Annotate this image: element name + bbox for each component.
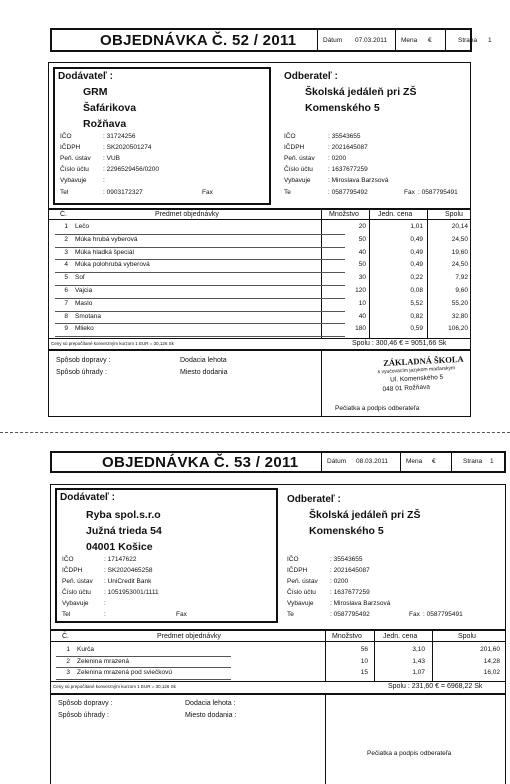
supplier-field-value: : 0903172327 (103, 189, 143, 196)
customer-field-value: : 1637677259 (328, 166, 368, 173)
customer-field-value: : 2021645087 (328, 144, 368, 151)
supplier-field-value: : UniCredit Bank (104, 578, 152, 585)
row-qty: 10 (360, 657, 368, 665)
row-no: 4 (64, 261, 68, 269)
order-title: OBJEDNÁVKA Č. 52 / 2011 (100, 32, 297, 49)
supplier-name: Ryba spol.s.r.o (86, 509, 161, 521)
payment-label: Spôsob úhrady : (58, 712, 109, 719)
row-item: Zelenina mrazená pod sviečkovú (77, 669, 173, 676)
row-no: 2 (64, 235, 68, 243)
supplier-field-value: : (103, 177, 105, 184)
customer-field-label: IČO (284, 133, 296, 140)
row-qty: 180 (355, 325, 366, 333)
customer-street: Komenského 5 (309, 525, 384, 537)
supplier-field-label: Vybavuje (62, 600, 89, 607)
row-price: 5,52 (410, 299, 423, 307)
row-price: 0,49 (410, 248, 423, 256)
row-qty: 50 (358, 235, 366, 243)
row-qty: 120 (355, 287, 366, 294)
supplier-heading: Dodávateľ : (60, 492, 115, 503)
customer-field-value: : 35543655 (330, 556, 363, 563)
row-item: Mlieko (75, 325, 94, 333)
row-price: 0,22 (410, 274, 423, 282)
customer-field-value: : 0587795492 (330, 611, 370, 618)
supplier-field-value: : 1051953001/1111 (104, 589, 159, 596)
customer-field-label: Te (287, 611, 294, 618)
customer-street: Komenského 5 (305, 102, 380, 114)
supplier-field-value: : (104, 611, 106, 618)
row-no: 7 (64, 299, 68, 307)
row-qty: 56 (360, 646, 368, 653)
table-row (55, 285, 345, 286)
row-no: 1 (66, 646, 70, 653)
supplier-field-value: : VUB (103, 155, 120, 162)
supplier-name: GRM (83, 86, 108, 98)
customer-name: Školská jedáleň pri ZŠ (305, 86, 417, 98)
row-item: Zelenina mrazená (77, 657, 130, 665)
supplier-street: Šafárikova (83, 102, 137, 114)
row-no: 5 (64, 274, 68, 282)
customer-field-label: IČDPH (284, 144, 305, 151)
row-no: 3 (64, 248, 68, 256)
page-label: Strana (463, 458, 483, 465)
page-label: Strana (458, 37, 478, 44)
row-price: 1,07 (412, 669, 425, 676)
customer-name: Školská jedáleň pri ZŠ (309, 509, 421, 521)
supplier-field-label: Číslo účtu (60, 166, 89, 173)
customer-field-value: : 2021645087 (330, 567, 370, 574)
row-no: 6 (64, 287, 68, 294)
customer-field-label: Číslo účtu (284, 166, 313, 173)
row-price: 0,82 (410, 312, 423, 320)
table-row (56, 667, 231, 668)
row-qty: 40 (358, 248, 366, 256)
transport-value: Dodacia lehota (180, 357, 227, 364)
signature-caption: Pečiatka a podpis odberateľa (367, 750, 452, 757)
supplier-city: 04001 Košice (86, 541, 153, 553)
table-row (55, 234, 345, 235)
table-row (56, 656, 231, 657)
row-total: 201,60 (480, 646, 500, 653)
currency-value: € (428, 37, 432, 44)
row-total: 55,20 (451, 299, 468, 307)
table-row (55, 298, 345, 299)
date-label: Dátum (323, 37, 343, 44)
row-item: Smotana (75, 312, 102, 320)
transport-label: Spôsob dopravy : (56, 357, 111, 364)
row-item: Múka polohrubá vyberová (75, 261, 150, 269)
customer-field-value: : 0200 (330, 578, 349, 585)
supplier-city: Rožňava (83, 118, 127, 130)
supplier-field-label: IČDPH (62, 567, 83, 574)
table-row (55, 311, 345, 312)
table-row (55, 272, 345, 273)
currency-label: Mena (401, 37, 418, 44)
row-total: 19,60 (451, 248, 468, 256)
row-price: 3,10 (412, 646, 425, 653)
table-row (55, 259, 345, 260)
col-header-no: Č. (62, 633, 69, 640)
supplier-fax-label: Fax (176, 611, 187, 618)
currency-value: € (432, 458, 436, 465)
row-item: Maslo (75, 299, 93, 307)
row-qty: 30 (358, 274, 366, 282)
table-row (56, 679, 231, 680)
row-qty: 15 (360, 669, 368, 676)
page-value: 1 (488, 37, 492, 44)
customer-field-label: Vybavuje (284, 177, 311, 184)
supplier-field-label: Peň. ústav (60, 155, 91, 162)
supplier-field-label: IČDPH (60, 144, 81, 151)
customer-field-label: Vybavuje (287, 600, 314, 607)
supplier-field-label: Číslo účtu (62, 589, 91, 596)
currency-label: Mena (406, 458, 423, 465)
supplier-field-value: : 17147622 (104, 556, 137, 563)
supplier-field-label: Tel (62, 611, 71, 618)
supplier-fax-label: Fax (202, 189, 213, 196)
payment-value: Miesto dodania (180, 369, 228, 376)
supplier-field-value: : (104, 600, 106, 607)
col-header-no: Č. (60, 211, 67, 218)
customer-field-value: : Miroslava Barzsová (330, 600, 391, 607)
col-header-qty: Množstvo (332, 633, 362, 640)
row-item: Múka hrubá vyberová (75, 235, 138, 243)
row-item: Kurča (77, 646, 94, 653)
row-total: 24,50 (451, 261, 468, 269)
supplier-field-label: IČO (60, 133, 72, 140)
row-total: 32,80 (451, 312, 468, 320)
col-header-price: Jedn. cena (378, 211, 413, 218)
payment-label: Spôsob úhrady : (56, 369, 107, 376)
row-price: 0,08 (410, 287, 423, 294)
row-no: 2 (66, 657, 70, 665)
customer-fax-label: Fax (404, 189, 415, 196)
col-header-total: Spolu (458, 633, 476, 640)
customer-heading: Odberateľ : (287, 494, 341, 505)
supplier-field-value: : SK2020465258 (104, 567, 153, 574)
row-no: 9 (64, 325, 68, 333)
order-title: OBJEDNÁVKA Č. 53 / 2011 (102, 454, 299, 471)
customer-fax-label: Fax (409, 611, 420, 618)
page-value: 1 (490, 458, 494, 465)
supplier-field-label: IČO (62, 556, 74, 563)
customer-fax-value: : 0587795491 (423, 611, 463, 618)
row-total: 7,92 (455, 274, 468, 282)
row-price: 0,49 (410, 235, 423, 243)
school-stamp: ZÁKLADNÁ ŠKOLA s vyučovacím jazykom maďarským Ul. Komenského 5 048 01 Rožňava (377, 353, 464, 394)
transport-label: Spôsob dopravy : (58, 700, 113, 707)
row-item: Soľ (75, 274, 85, 282)
col-header-item: Predmet objednávky (155, 211, 219, 218)
row-price: 1,43 (412, 657, 425, 665)
supplier-heading: Dodávateľ : (58, 71, 113, 82)
date-value: 08.03.2011 (356, 458, 389, 465)
customer-field-label: IČO (287, 556, 299, 563)
row-no: 8 (64, 312, 68, 320)
supplier-field-label: Vybavuje (60, 177, 87, 184)
signature-caption: Pečiatka a podpis odberateľa (335, 405, 420, 412)
customer-field-label: IČDPH (287, 567, 308, 574)
customer-field-value: : 1637677259 (330, 589, 370, 596)
row-total: 24,50 (451, 235, 468, 243)
supplier-field-value: : 31724256 (103, 133, 136, 140)
supplier-field-value: : SK2020501274 (103, 144, 152, 151)
row-qty: 10 (358, 299, 366, 307)
customer-field-label: Číslo účtu (287, 589, 316, 596)
row-item: Vajcia (75, 287, 93, 294)
row-total: 16,02 (483, 669, 500, 676)
customer-field-value: : 0587795492 (328, 189, 368, 196)
row-price: 0,59 (410, 325, 423, 333)
row-qty: 50 (358, 261, 366, 269)
col-header-price: Jedn. cena (383, 633, 418, 640)
customer-field-value: : 0200 (328, 155, 347, 162)
row-qty: 40 (358, 312, 366, 320)
col-header-item: Predmet objednávky (157, 633, 221, 640)
customer-field-label: Te (284, 189, 291, 196)
supplier-field-value: : 2296529456/0200 (103, 166, 160, 173)
row-item: Lečo (75, 223, 90, 230)
customer-field-label: Peň. ústav (287, 578, 318, 585)
row-item: Múka hladká špeciál (75, 248, 134, 256)
table-row (55, 323, 345, 324)
customer-fax-value: : 0587795491 (418, 189, 458, 196)
col-header-total: Spolu (445, 211, 463, 218)
row-total: 14,28 (483, 657, 500, 665)
row-total: 106,20 (448, 325, 468, 333)
rate-note: Ceny sú prepočítané konverzným kurzom 1 EUR = 30,126 Sk (53, 684, 176, 689)
row-qty: 20 (358, 223, 366, 230)
row-price: 0,49 (410, 261, 423, 269)
payment-value: Miesto dodania : (185, 712, 237, 719)
order-total: Spolu : 300,46 € = 9051,66 Sk (352, 340, 447, 347)
transport-value: Dodacia lehota : (185, 700, 236, 707)
customer-heading: Odberateľ : (284, 71, 338, 82)
order-total: Spolu : 231,60 € = 6968,22 Sk (388, 683, 483, 690)
supplier-field-label: Tel (60, 189, 69, 196)
row-price: 1,01 (410, 223, 423, 230)
row-no: 3 (66, 669, 70, 676)
supplier-street: Južná trieda 54 (86, 525, 162, 537)
table-row (55, 247, 345, 248)
date-value: 07.03.2011 (355, 37, 388, 44)
row-total: 20,14 (451, 223, 468, 230)
customer-field-label: Peň. ústav (284, 155, 315, 162)
rate-note: Ceny sú prepočítané konverzným kurzom 1 EUR = 30,126 Sk (51, 341, 174, 346)
customer-field-value: : Miroslava Barzsová (328, 177, 389, 184)
col-header-qty: Množstvo (329, 211, 359, 218)
supplier-field-label: Peň. ústav (62, 578, 93, 585)
customer-field-value: : 35543655 (328, 133, 361, 140)
row-total: 9,60 (455, 287, 468, 294)
row-no: 1 (64, 223, 68, 230)
date-label: Dátum (327, 458, 347, 465)
